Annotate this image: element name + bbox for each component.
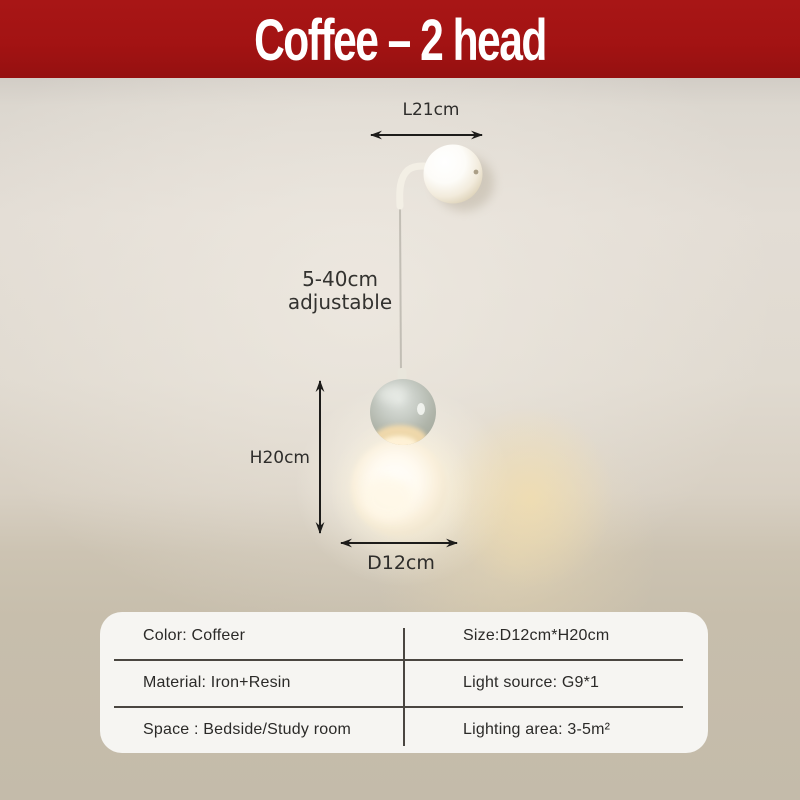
table-divider-vertical bbox=[403, 628, 405, 746]
spec-space: Space : Bedside/Study room bbox=[143, 720, 351, 738]
table-divider-horizontal bbox=[114, 706, 683, 708]
spec-table bbox=[100, 612, 708, 753]
globe-core-light bbox=[362, 476, 414, 520]
height-label: H20cm bbox=[249, 448, 310, 468]
width-label: L21cm bbox=[402, 100, 460, 120]
adjustable-label-line2: adjustable bbox=[287, 290, 393, 314]
mount-disc bbox=[424, 145, 483, 204]
diameter-label: D12cm bbox=[367, 552, 435, 574]
spec-size: Size:D12cm*H20cm bbox=[463, 626, 610, 644]
mount-screw bbox=[474, 170, 479, 175]
spec-material: Material: Iron+Resin bbox=[143, 673, 291, 691]
top-ball-highlight bbox=[377, 385, 407, 403]
wall-background bbox=[0, 78, 800, 800]
top-ball-reflection bbox=[417, 403, 425, 415]
header-banner bbox=[0, 0, 800, 78]
spec-light-source: Light source: G9*1 bbox=[463, 673, 600, 691]
adjustable-label bbox=[268, 268, 412, 314]
adjustable-label-line1: 5-40cm bbox=[302, 267, 378, 291]
table-divider-horizontal bbox=[114, 659, 683, 661]
spec-lighting-area: Lighting area: 3-5m² bbox=[463, 720, 611, 738]
product-title: Coffee – 2 head bbox=[254, 5, 546, 73]
spec-color: Color: Coffeer bbox=[143, 626, 246, 644]
